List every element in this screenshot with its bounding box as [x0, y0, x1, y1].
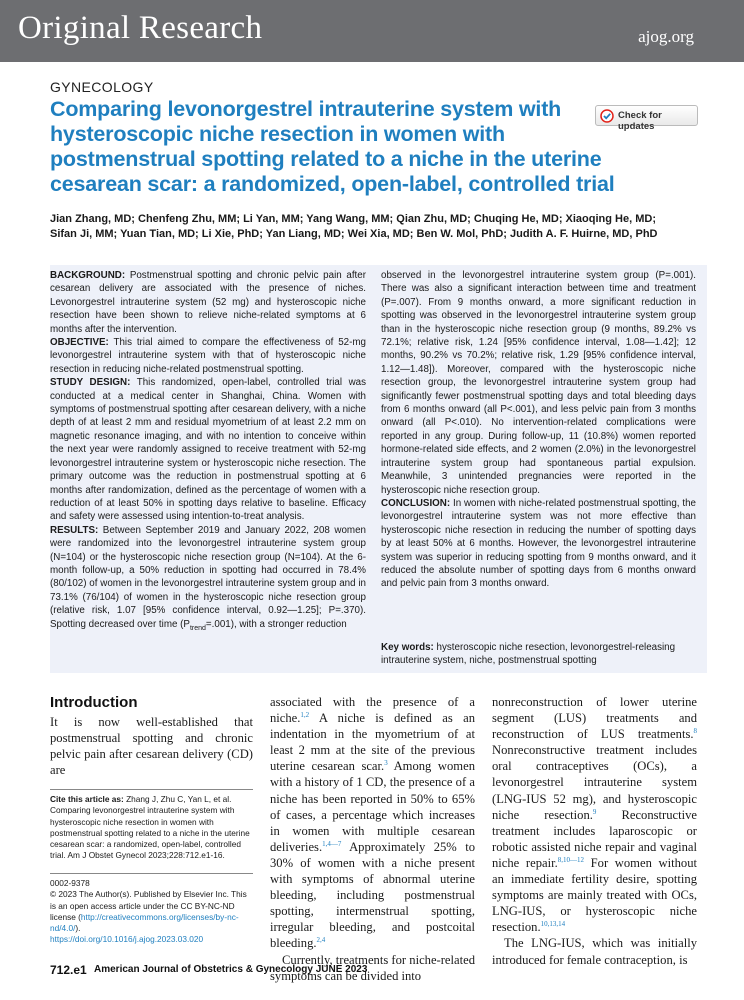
reference-link[interactable]: 10,13,14	[540, 920, 566, 929]
text-run: Approximately 25% to 30% of women with a niche present with symptoms of abnormal uterine bleeding, including postmenstrual spotting, intermenstrual spotting, irregular bleeding, and postcoital bleeding.	[270, 839, 475, 951]
keywords	[381, 641, 696, 668]
abstract-background	[50, 269, 366, 336]
check-updates-label: Check for updates	[618, 110, 662, 132]
results-text: Between September 2019 and January 2022, 208 women were randomized into the levonorgestrel intrauterine system group (N=104) or the hysteroscopic niche resection group (N=104). At the 6-month follow-up, a 50% reduction in spotting had occurred in 78.4% (80/102) of women in the levonorgestrel intrauterine system group and in 73.1% (76/104) of women in the hysteroscopic niche resection group (relative risk, 1.07 [95% confidence interval, 0.92—1.25]; P=.370). Spotting decreased over time (P	[50, 524, 366, 630]
abstract-column-left	[50, 269, 366, 635]
abstract-column-right	[381, 269, 696, 591]
background-text: Postmenstrual spotting and chronic pelvic pain after cesarean delivery are associated with the presence of niches. Levonorgestrel intrauterine system (52 mg) and hysteroscopic niche resection have been shown to relieve niche-related symptoms at 6 months after the intervention.	[50, 270, 366, 335]
design-heading: STUDY DESIGN:	[50, 377, 131, 389]
intro-paragraph	[270, 694, 475, 952]
reference-link[interactable]: 1,4—7	[322, 839, 342, 848]
license-link[interactable]: http://creativecommons.org/licenses/by-nc-nd/4.0/	[50, 911, 239, 934]
design-text: This randomized, open-label, controlled trial was conducted at a medical center in Shanghai, China. Women with symptoms of postmenstrual spotting after cesarean delivery, with a niche depth of at least 2 mm and residual myometrium of at least 2.2 mm on magnetic resonance imaging, and with no intention to conceive within the next year were randomly assigned to receive treatment with 52-mg levonorgestrel intrauterine system or hysteroscopic niche resection. The primary outcome was the reduction in postmenstrual spotting at 6 months after randomization, defined as the percentage of women with a reduction of at least 50% in spotting days relative to baseline. Efficacy and safety were assessed using intention-to-treat analysis.	[50, 377, 366, 523]
journal-site-link[interactable]: ajog.org	[638, 27, 694, 46]
intro-paragraph: It is now well-established that postmenstrual spotting and chronic pelvic pain after cesarean delivery (CD) are	[50, 715, 253, 778]
check-for-updates-button[interactable]	[595, 105, 698, 132]
author-line: Jian Zhang, MD; Chenfeng Zhu, MM; Li Yan, MM; Yang Wang, MM; Qian Zhu, MD; Chuqing He, MD; Xiaoqing He, MD;	[50, 213, 656, 225]
reference-link[interactable]: 2,4	[316, 936, 326, 945]
citation-heading: Cite this article as:	[50, 794, 124, 804]
conclusion-heading: CONCLUSION:	[381, 497, 451, 509]
keywords-text: hysteroscopic niche resection, levonorgestrel-releasing intrauterine system, niche, postmenstrual spotting	[381, 642, 676, 667]
body-column-2	[270, 694, 475, 984]
text-run: Reconstructive treatment includes laparoscopic or robotic assisted niche repair and vaginal niche repair.	[492, 807, 697, 870]
title-line: hysteroscopic niche resection in women with	[50, 122, 505, 146]
conclusion-text: In women with niche-related postmenstrual spotting, the levonorgestrel intrauterine system was not more effective than hysteroscopic niche resection in reducing the number of spotting days by at least 50% at 6 months. However, the levonorgestrel intrauterine system was superior in reducing spotting from 9 months onward, and it reduced the absolute number of spotting days from 6 months onward and pelvic pain from 3 months onward.	[381, 497, 696, 590]
text-run: For women without an immediate fertility desire, spotting symptoms are mainly treated with OCs, LNG-IUS, or hysteroscopic niche resection.	[492, 855, 697, 935]
article-title	[50, 97, 615, 197]
reference-link[interactable]: 9	[592, 807, 597, 816]
doi-link[interactable]: https://doi.org/10.1016/j.ajog.2023.03.020	[50, 934, 204, 945]
reference-link[interactable]: 8	[693, 727, 697, 735]
text-run: ).	[75, 923, 81, 934]
introduction-heading: Introduction	[50, 694, 138, 711]
reference-link[interactable]: 8,10—12	[557, 855, 584, 864]
citation-box	[50, 789, 253, 862]
abstract-results-continued: observed in the levonorgestrel intrauterine system group (P=.001). There was also a significant interaction between time and treatment (P=.007). From 9 months onward, a more significant reduction in spotting was observed in the levonorgestrel intrauterine system group than in the hysteroscopic niche resection group (9 months, 89.2% vs 72.1%; relative risk, 1.24 [95% confidence interval, 1.08—1.42]; 12 months, 90.2% vs 70.2%; relative risk, 1.29 [95% confidence interval, 1.12—1.48]). Moreover, compared with the hysteroscopic niche resection group, the levonorgestrel intrauterine system group had significantly fewer postmenstrual spotting days and total bleeding days from 6 months onward (all P<.001), and less pelvic pain from 3 months onward (all P<.010). No intervention-related complications were reported in any group. During follow-up, 11 (10.8%) women reported hormone-related side effects, and 2 women (2.0%) in the levonorgestrel intrauterine system group had spontaneous partial expulsion. Meanwhile, 3 unintended pregnancies were reported in the hysteroscopic niche resection group.	[381, 270, 696, 496]
abstract-objective	[50, 336, 366, 376]
section-label: GYNECOLOGY	[50, 79, 154, 95]
objective-text: This trial aimed to compare the effectiveness of 52-mg levonorgestrel intrauterine system with that of hysteroscopic niche resection in reducing niche-related postmenstrual spotting.	[50, 337, 366, 375]
text-run: nonreconstruction of lower uterine segment (LUS) treatments and reconstruction of LUS treatments.	[492, 695, 697, 742]
abstract-results	[50, 524, 366, 635]
issn: 0002-9378	[50, 878, 90, 888]
objective-heading: OBJECTIVE:	[50, 337, 109, 349]
footer-journal-info: American Journal of Obstetrics & Gynecology JUNE 2023	[94, 964, 368, 975]
results-heading: RESULTS:	[50, 524, 99, 536]
citation-text: Zhang J, Zhu C, Yan L, et al. Comparing levonorgestrel intrauterine system with hysteroscopic niche resection in women with postmenstrual spotting related to a niche in the uterine cesarean scar: a randomized, open-label, controlled trial. Am J Obstet Gynecol 2023;228:712.e1-16.	[50, 794, 250, 861]
intro-paragraph: Currently, treatments for niche-related symptoms can be divided into	[270, 952, 475, 983]
check-updates-icon	[600, 109, 614, 123]
background-heading: BACKGROUND:	[50, 270, 126, 281]
author-list	[50, 212, 710, 242]
abstract-design	[50, 376, 366, 523]
license-box	[50, 873, 253, 946]
intro-paragraph: The LNG-IUS, which was initially introduced for female contraception, is	[492, 936, 697, 967]
results-text-cont: =.001), with a stronger reduction	[205, 618, 347, 630]
keywords-heading: Key words:	[381, 642, 434, 653]
reference-link[interactable]: 1,2	[300, 710, 310, 719]
title-line: postmenstrual spotting related to a niche in the uterine	[50, 147, 602, 171]
body-column-3	[492, 694, 697, 968]
author-line: Sifan Ji, MM; Yuan Tian, MD; Li Xie, PhD; Yan Liang, MD; Wei Xia, MD; Ben W. Mol, PhD; Judith A. F. Huirne, MD, PhD	[50, 228, 658, 240]
text-run: associated with the presence of a niche.	[270, 695, 475, 726]
text-run: Among women with a history of 1 CD, the presence of a niche has been reported in 50% to 65% of cases, a percentage which increases in women with multiple cesarean deliveries.	[270, 759, 475, 854]
body-column-1	[50, 714, 253, 778]
page-number: 712.e1	[50, 963, 87, 977]
reference-link[interactable]: 3	[384, 759, 388, 768]
journal-section-title: Original Research	[18, 10, 263, 46]
intro-paragraph	[492, 694, 697, 935]
text-run: Nonreconstructive treatment includes oral contraceptives (OCs), a levonorgestrel intrauterine system (LNG-IUS 52 mg), and hysteroscopic niche resection.	[492, 743, 697, 822]
text-run: A niche is defined as an indentation in the myometrium of at least 2 mm at the site of the previous uterine cesarean scar.	[270, 711, 475, 774]
title-line: Comparing levonorgestrel intrauterine system with	[50, 97, 562, 121]
title-line: cesarean scar: a randomized, open-label, controlled trial	[50, 172, 615, 196]
copyright-text: © 2023 The Author(s). Published by Elsevier Inc. This is an open access article under the CC BY-NC-ND license (	[50, 889, 247, 922]
abstract-conclusion	[381, 497, 696, 591]
results-subscript: trend	[189, 624, 206, 632]
